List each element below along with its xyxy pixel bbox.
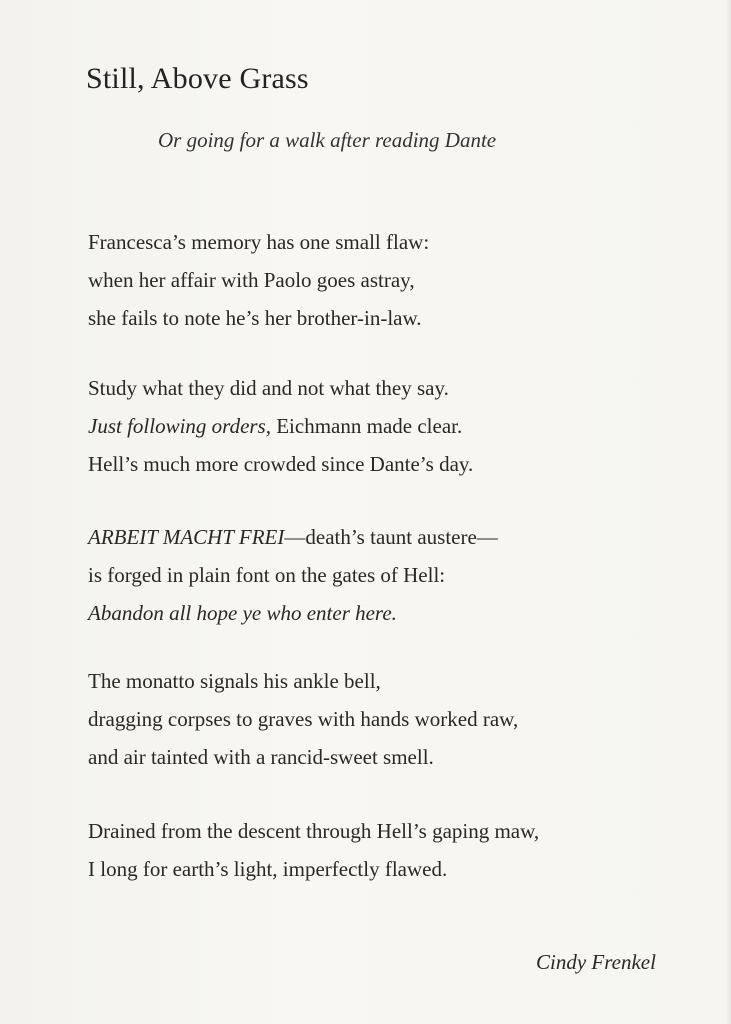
stanza-3 xyxy=(88,518,498,632)
page-edge-shadow xyxy=(725,0,731,1024)
poem-line: when her affair with Paolo goes astray, xyxy=(88,268,415,292)
poem-line xyxy=(88,518,498,556)
poem-line: Drained from the descent through Hell’s gaping maw, xyxy=(88,819,540,843)
stanza-4 xyxy=(88,662,518,776)
poem-title: Still, Above Grass xyxy=(86,62,309,95)
poem-line: and air tainted with a rancid-sweet smell. xyxy=(88,745,434,769)
poem-line: Study what they did and not what they say. xyxy=(88,376,449,400)
stanza-5 xyxy=(88,812,539,888)
poem-line: Francesca’s memory has one small flaw: xyxy=(88,230,430,254)
poem-subtitle: Or going for a walk after reading Dante xyxy=(158,128,497,152)
poem-line: Hell’s much more crowded since Dante’s day. xyxy=(88,452,474,476)
poem-line: is forged in plain font on the gates of Hell: xyxy=(88,563,446,587)
poem-line: dragging corpses to graves with hands worked raw, xyxy=(88,707,519,731)
poem-line-italic: Just following orders, xyxy=(88,414,271,438)
poem-line xyxy=(88,407,473,445)
poem-line-italic: Abandon all hope ye who enter here. xyxy=(88,601,397,625)
poem-line-italic: ARBEIT MACHT FREI xyxy=(88,525,285,549)
poem-line-roman: —death’s taunt austere— xyxy=(284,525,498,549)
stanza-1 xyxy=(88,223,429,337)
stanza-2 xyxy=(88,369,473,483)
poem-line: she fails to note he’s her brother-in-law. xyxy=(88,306,422,330)
poem-line-roman: Eichmann made clear. xyxy=(270,414,463,438)
poem-author: Cindy Frenkel xyxy=(536,950,656,974)
poem-line: The monatto signals his ankle bell, xyxy=(88,669,381,693)
poem-line: I long for earth’s light, imperfectly flawed. xyxy=(88,857,448,881)
